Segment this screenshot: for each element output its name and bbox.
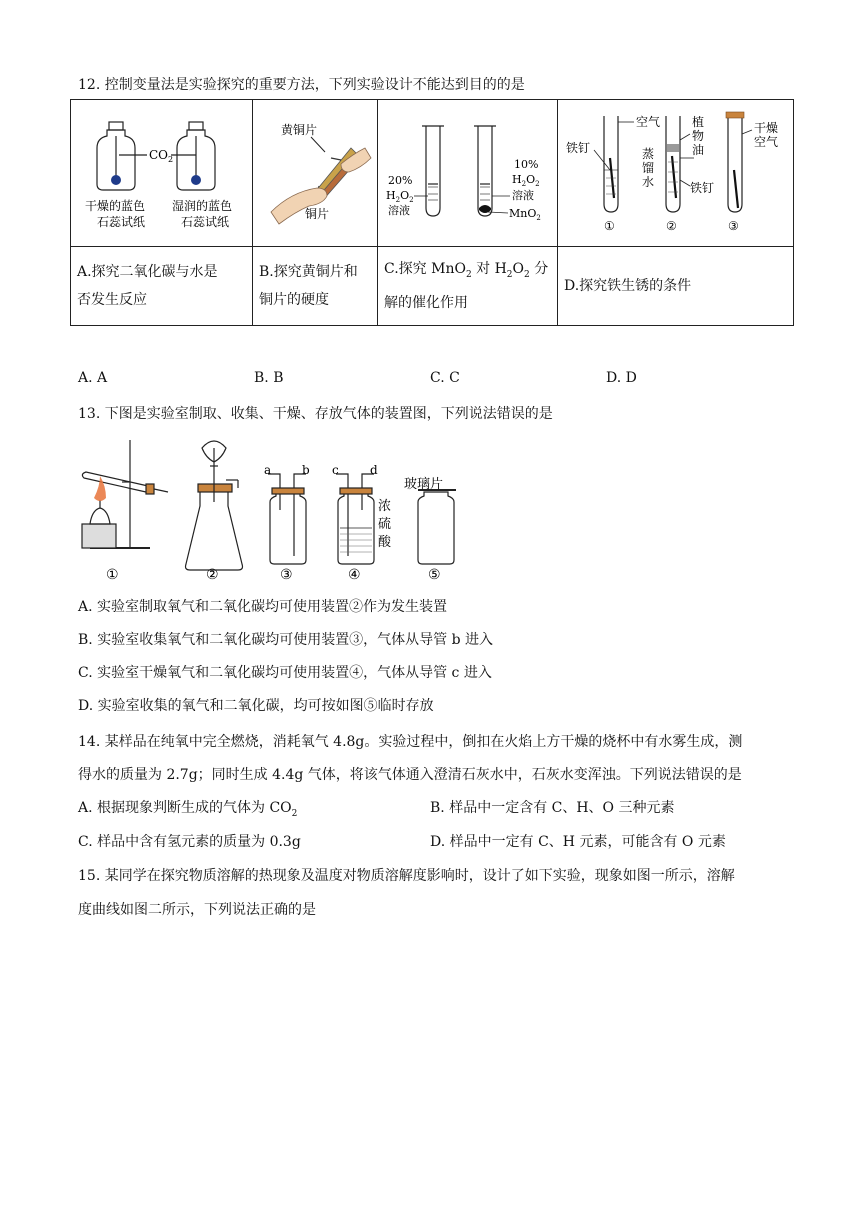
apparatus-3-number: ③ — [280, 567, 293, 582]
port-c: c — [332, 463, 339, 477]
caption-b: B.探究黄铜片和 铜片的硬度 — [253, 247, 378, 326]
right-h2o2: $H_2O_2$ — [512, 173, 540, 188]
left-solution: 溶液 — [388, 204, 410, 217]
caption-c: C.探究 MnO$_2$ 对 $H_2O_2$ 分 解的催化作用 — [378, 247, 558, 326]
fig-a — [71, 100, 253, 247]
mno2-label: MnO$_2$ — [509, 207, 541, 222]
wet-paper-label-1: 湿润的蓝色 — [172, 199, 233, 213]
apparatus-2-number: ② — [206, 567, 219, 582]
q12-stem: 12. 控制变量法是实验探究的重要方法，下列实验设计不能达到目的的是 — [78, 77, 525, 93]
q14-stem-line-2: 得水的质量为 2.7g；同时生成 4.4g 气体，将该气体通入澄清石灰水中，石灰水变浑浊。下列说法错误的是 — [78, 767, 742, 783]
left-concentration: 20% — [388, 174, 413, 187]
glass-slide-label: 玻璃片 — [404, 477, 444, 492]
q14-option-c[interactable]: C. 样品中含有氢元素的质量为 0.3g — [78, 834, 301, 850]
acid-label-2: 硫 — [378, 517, 392, 532]
water-label-2: 馏 — [642, 161, 655, 175]
q15-stem-line-1: 15. 某同学在探究物质溶解的热现象及温度对物质溶解度影响时，设计了如下实验，现象如图一所示，溶解 — [78, 868, 735, 884]
right-solution: 溶液 — [512, 189, 534, 202]
oil-label-3: 油 — [692, 143, 705, 157]
water-label-1: 蒸 — [642, 147, 655, 161]
q12-option-b[interactable]: B. B — [254, 370, 284, 386]
caption-a: A.探究二氧化碳与水是 否发生反应 — [71, 247, 253, 326]
port-a: a — [264, 463, 272, 477]
water-label-3: 水 — [642, 175, 655, 189]
copper-label: 铜片 — [305, 207, 330, 221]
q13-option-b[interactable]: B. 实验室收集氧气和二氧化碳均可使用装置③，气体从导管 b 进入 — [78, 632, 494, 648]
tube-1-number: ① — [604, 219, 615, 233]
apparatus-5-number: ⑤ — [428, 567, 441, 582]
q14-option-d[interactable]: D. 样品中一定有 C、H 元素，可能含有 O 元素 — [430, 834, 726, 850]
oil-label-1: 植 — [692, 115, 705, 129]
q13-stem: 13. 下图是实验室制取、收集、干燥、存放气体的装置图，下列说法错误的是 — [78, 406, 553, 422]
oil-label-2: 物 — [692, 129, 705, 143]
acid-label-3: 酸 — [378, 535, 392, 550]
q14-option-b[interactable]: B. 样品中一定含有 C、H、O 三种元素 — [430, 800, 675, 816]
q13-option-d[interactable]: D. 实验室收集的氧气和二氧化碳，均可按如图⑤临时存放 — [78, 698, 434, 714]
q15-stem-line-2: 度曲线如图二所示，下列说法正确的是 — [78, 902, 316, 918]
acid-label-1: 浓 — [378, 499, 392, 514]
dry-air-label-2: 空气 — [754, 135, 779, 149]
port-d: d — [370, 463, 378, 477]
q12-option-a[interactable]: A. A — [78, 370, 108, 386]
q13-option-a[interactable]: A. 实验室制取氧气和二氧化碳均可使用装置②作为发生装置 — [78, 599, 448, 615]
fig-d — [558, 100, 794, 247]
right-concentration: 10% — [514, 158, 539, 171]
brass-label: 黄铜片 — [281, 123, 318, 137]
q14-stem-line-1: 14. 某样品在纯氧中完全燃烧，消耗氧气 4.8g。实验过程中，倒扣在火焰上方干燥的烧杯中有水雾生成，测 — [78, 734, 743, 750]
wet-paper-label-2: 石蕊试纸 — [181, 215, 230, 229]
q13-apparatus — [76, 432, 476, 582]
port-b: b — [302, 463, 310, 477]
tube-2-number: ② — [666, 219, 677, 233]
left-h2o2: $H_2O_2$ — [386, 189, 414, 204]
dry-paper-label-2: 石蕊试纸 — [97, 215, 146, 229]
air-label: 空气 — [636, 115, 661, 129]
caption-d: D.探究铁生锈的条件 — [558, 247, 794, 326]
dry-paper-label-1: 干燥的蓝色 — [85, 199, 146, 213]
q14-option-a[interactable]: A. 根据现象判断生成的气体为 $CO_2$ — [78, 800, 298, 819]
q12-option-c[interactable]: C. C — [430, 370, 460, 386]
tube-3-number: ③ — [728, 219, 739, 233]
fig-b — [253, 100, 378, 247]
apparatus-4-number: ④ — [348, 567, 361, 582]
nail-label-left: 铁钉 — [566, 141, 591, 155]
co2-label: $CO_2$ — [149, 148, 174, 164]
fig-c — [378, 100, 558, 247]
q12-option-d[interactable]: D. D — [606, 370, 637, 386]
q13-option-c[interactable]: C. 实验室干燥氧气和二氧化碳均可使用装置④，气体从导管 c 进入 — [78, 665, 492, 681]
apparatus-1-number: ① — [106, 567, 119, 582]
q12-table — [70, 99, 794, 326]
dry-air-label-1: 干燥 — [754, 121, 779, 135]
nail-label-mid: 铁钉 — [690, 181, 715, 195]
